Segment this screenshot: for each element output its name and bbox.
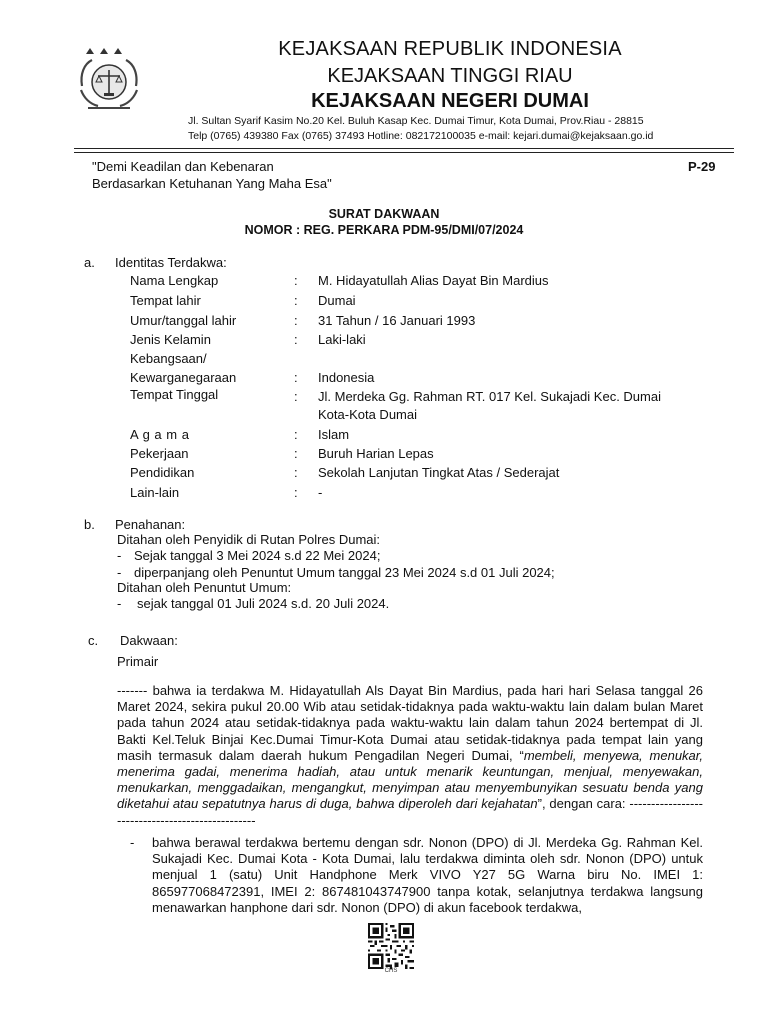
identity-value: Dumai [318, 293, 356, 308]
identity-value: M. Hidayatullah Alias Dayat Bin Mardius [318, 273, 549, 288]
identity-value: - [318, 485, 323, 500]
header-divider-thin [74, 152, 734, 153]
identity-label: Tempat lahir [130, 293, 201, 308]
identity-colon: : [294, 389, 298, 404]
header-address: Jl. Sultan Syarif Kasim No.20 Kel. Buluh Kasap Kec. Dumai Timur, Kota Dumai, Prov.Riau - 28815 [188, 115, 644, 127]
identity-heading: Identitas Terdakwa: [115, 255, 227, 270]
detention-investigator: Ditahan oleh Penyidik di Rutan Polres Dumai: [117, 532, 381, 547]
identity-colon: : [294, 485, 298, 500]
header-divider-thick [74, 148, 734, 149]
identity-label: Umur/tanggal lahir [130, 313, 237, 328]
identity-label: Pendidikan [130, 465, 195, 480]
document-title: SURAT DAKWAAN [328, 207, 440, 221]
identity-value: Sekolah Lanjutan Tingkat Atas / Sederajat [318, 465, 560, 480]
identity-colon: : [294, 293, 298, 308]
identity-label: Nama Lengkap [130, 273, 219, 288]
bullet-dash: - [130, 835, 135, 850]
charge-fact-bullet: bahwa berawal terdakwa bertemu dengan sdr. Nonon (DPO) di Jl. Merdeka Gg. Rahman Kel. Sukajadi Kec. Dumai Kota - Kota Dumai, lalu terdakwa diminta oleh sdr. Nonon (DPO) untuk menjual 1 (satu) Unit Handphone Merk VIVO Y27 5G Warna biru No. IMEI 1: 865977068472391, IMEI 2: 867481043747900 tanpa kotak, selanjutnya terdakwa langsung menawarkan hanphone dari sdr. Nonon (DPO) di akun facebook terdakwa, [152, 835, 703, 915]
identity-label: A g a m a [130, 427, 190, 442]
identity-value: 31 Tahun / 16 Januari 1993 [318, 313, 476, 328]
identity-value: Jl. Merdeka Gg. Rahman RT. 017 Kel. Sukajadi Kec. Dumai [318, 389, 661, 404]
detention-period-2: diperpanjang oleh Penuntut Umum tanggal 23 Mei 2024 s.d 01 Juli 2024; [134, 565, 555, 580]
identity-label: Kebangsaan/ [130, 351, 207, 366]
identity-colon: : [294, 427, 298, 442]
identity-label: Kewarganegaraan [130, 370, 237, 385]
document-number: NOMOR : REG. PERKARA PDM-95/DMI/07/2024 [244, 223, 524, 237]
detention-heading: Penahanan: [115, 517, 186, 532]
header-line-2: KEJAKSAAN TINGGI RIAU [327, 65, 573, 87]
motto-line-1: "Demi Keadilan dan Kebenaran [92, 159, 274, 174]
charge-heading: Dakwaan: [120, 633, 178, 648]
section-c-marker: c. [88, 633, 99, 648]
identity-colon: : [294, 465, 298, 480]
charge-text: ------- bahwa ia terdakwa M. Hidayatullah Als Dayat Bin Mardius, pada hari hari Selasa tanggal 26 Maret 2024, sekira pukul 20.00 Wib atau setidak-tidaknya pada waktu-waktu lain dalam bulan Maret pada tahun 2024 atau setidak-tidaknya pada waktu-waktu lain dalam tahun 2024 bertempat di Jl. Bakti Kel.Teluk Binjai Kec.Dumai Timur-Kota Dumai atau setidak-tidaknya pada tempat lain yang masih termasuk dalam daerah hukum Pengadilan Negeri Dumai, “ [117, 683, 703, 763]
charge-primary: Primair [117, 654, 159, 669]
qr-code-icon [368, 923, 414, 969]
identity-label: Tempat Tinggal [130, 387, 219, 402]
identity-colon: : [294, 446, 298, 461]
identity-colon: : [294, 313, 298, 328]
kejaksaan-emblem-icon [74, 46, 158, 114]
header-line-3: KEJAKSAAN NEGERI DUMAI [311, 90, 589, 112]
bullet-dash: - [117, 565, 122, 580]
identity-value: Indonesia [318, 370, 375, 385]
bullet-dash: - [117, 548, 122, 563]
detention-prosecutor: Ditahan oleh Penuntut Umum: [117, 580, 292, 595]
motto-line-2: Berdasarkan Ketuhanan Yang Maha Esa" [92, 176, 332, 191]
section-b-marker: b. [84, 517, 95, 532]
identity-colon: : [294, 332, 298, 347]
bullet-dash: - [117, 596, 122, 611]
charge-text-tail: ”, dengan cara: ------------------------------------------------- [117, 796, 703, 828]
identity-value: Buruh Harian Lepas [318, 446, 434, 461]
header-line-1: KEJAKSAAN REPUBLIK INDONESIA [278, 38, 622, 60]
identity-value: Kota-Kota Dumai [318, 407, 417, 422]
identity-value: Laki-laki [318, 332, 366, 347]
qr-code-label: CHS [384, 968, 398, 974]
identity-label: Lain-lain [130, 485, 180, 500]
detention-period-1: Sejak tanggal 3 Mei 2024 s.d 22 Mei 2024; [134, 548, 381, 563]
charge-paragraph [117, 683, 703, 829]
identity-colon: : [294, 370, 298, 385]
identity-label: Pekerjaan [130, 446, 189, 461]
form-code: P-29 [688, 159, 716, 174]
charge-legal-quote: membeli, menyewa, menukar, menerima gadai, menerima hadiah, atau untuk menarik keuntungan, menjual, menyewakan, menukarkan, menggadaikan, mengangkut, menyimpan atau menyembunyikan sesuatu benda yang diketahui atau sepatutnya harus di duga, bahwa diperoleh dari kejahatan [117, 747, 703, 812]
identity-label: Jenis Kelamin [130, 332, 211, 347]
identity-value: Islam [318, 427, 350, 442]
header-contact: Telp (0765) 439380 Fax (0765) 37493 Hotline: 082172100035 e-mail: kejari.dumai@kejaksaan.go.id [188, 130, 654, 142]
detention-period-3: sejak tanggal 01 Juli 2024 s.d. 20 Juli 2024. [137, 596, 390, 611]
identity-colon: : [294, 273, 298, 288]
section-a-marker: a. [84, 255, 95, 270]
